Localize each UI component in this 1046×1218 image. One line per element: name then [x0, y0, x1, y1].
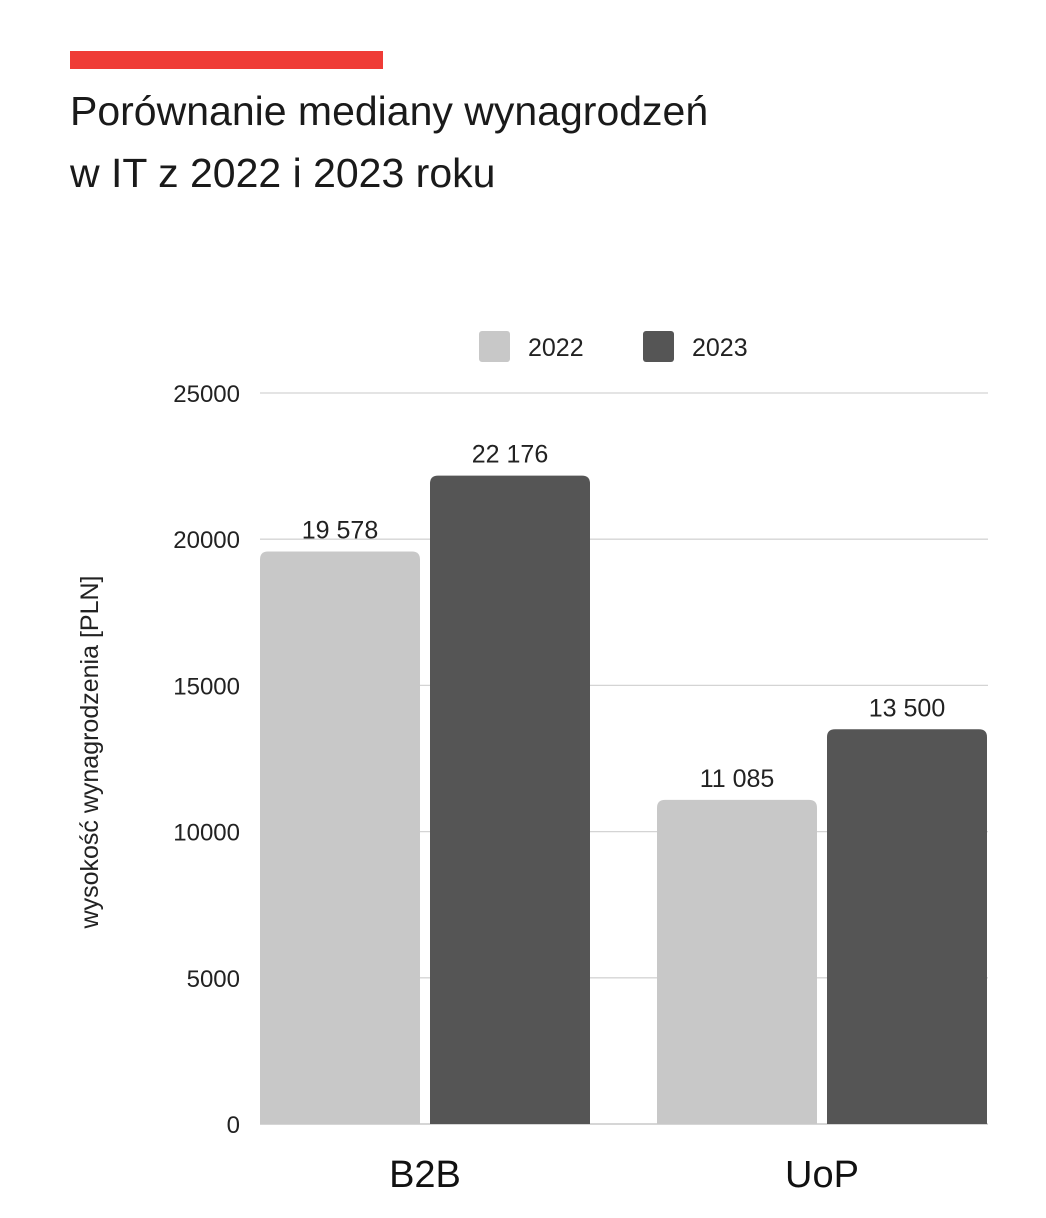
y-axis-label: wysokość wynagrodzenia [PLN] [76, 575, 104, 929]
y-tick-label-0: 0 [226, 1112, 240, 1139]
data-label-uop-2023: 13 500 [868, 694, 946, 723]
y-tick-label-5000: 5000 [186, 965, 240, 993]
y-tick-label-25000: 25000 [173, 381, 240, 408]
chart-title-line-1: Porównanie mediany wynagrodzeń [70, 88, 709, 134]
legend-label-2023: 2023 [692, 334, 748, 362]
data-label-b2b-2022: 19 578 [301, 516, 379, 545]
legend-label-2022: 2022 [528, 334, 584, 362]
x-tick-label-uop: UoP [785, 1154, 859, 1196]
data-label-uop-2022: 11 085 [699, 764, 775, 793]
y-tick-label-20000: 20000 [173, 527, 240, 555]
legend-swatch-2023 [643, 331, 674, 362]
bar-b2b-2023 [430, 476, 590, 1124]
chart-title-line-2: w IT z 2022 i 2023 roku [70, 150, 496, 196]
data-label-b2b-2023: 22 176 [471, 440, 549, 469]
bar-uop-2022 [657, 800, 817, 1124]
y-tick-label-10000: 10000 [173, 819, 240, 847]
legend-swatch-2022 [479, 331, 510, 362]
x-tick-label-b2b: B2B [389, 1154, 461, 1196]
y-tick-label-15000: 15000 [173, 673, 240, 701]
bar-b2b-2022 [260, 552, 420, 1124]
bar-uop-2023 [827, 729, 987, 1124]
